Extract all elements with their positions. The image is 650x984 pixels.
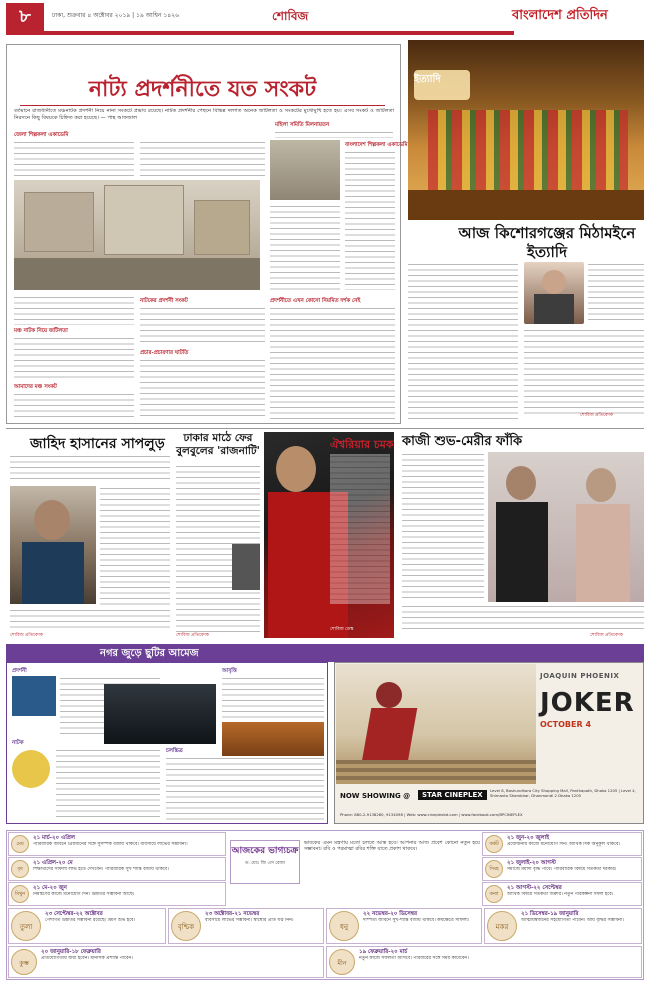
- lead-sub-2: মহিলা সমিতি মিলনায়তন: [275, 122, 330, 128]
- zodiac-item: [482, 882, 642, 906]
- ittyadi-col3: [524, 328, 644, 416]
- zodiac-text: প্রতিযোগিতায় জয়ী হবেন। মানসিক প্রশান্তি পাবেন।: [41, 956, 133, 961]
- ittyadi-byline: শোবিজ প্রতিবেদক: [580, 413, 613, 418]
- zodiac-sign-icon: বৃশ্চিক: [171, 911, 201, 941]
- zodiac-item: [168, 908, 324, 944]
- zodiac-item: [8, 908, 166, 944]
- kazi-col2: [402, 604, 644, 630]
- zodiac-range: ২১ ডিসেম্বর-১৯ জানুয়ারি: [521, 911, 579, 917]
- dhaka-headline: ঢাকার মাঠে ফের বুলবুলের 'রাজনাটি': [176, 432, 260, 457]
- lead-intro: বর্তমানে রাজধানীতে মঞ্চনাটক প্রদর্শনী নিয়ে নানা সংকটে প্রভাব রয়েছে। নাটক প্রদর্শনীর পেছনে বিভিন্ন দলগত অনেক জটিলতা ও সংকটের মুখোমুখি হতে হয়। এসব সংকট ও জটিলতা নিরসনে কিছু বিষয়কে চিহ্নিত করা হয়েছে। — পান্থ আফজাল: [14, 108, 394, 121]
- lead-sub-6: নাটকের প্রদর্শনী সংকট: [140, 298, 188, 304]
- joker-actor: JOAQUIN PHOENIX: [540, 672, 620, 680]
- jahid-caption: [10, 608, 170, 630]
- zodiac-sign-icon: কুম্ভ: [11, 949, 37, 975]
- lead-col4-text-a: [275, 130, 393, 138]
- zodiac-range: ২৩ সেপ্টেম্বর-২২ অক্টোবর: [45, 911, 103, 917]
- mid-top-rule: [6, 428, 644, 429]
- lead-col3-text-b: [270, 306, 395, 420]
- jahid-photo: [10, 486, 96, 604]
- zodiac-text: শিক্ষার্থীদের সাফল্য লাভ হতে দেখবেন। পারিবারিক সুখ শান্তি বজায় থাকবে।: [33, 867, 169, 872]
- zodiac-item: [326, 946, 642, 978]
- zodiac-range: ২১ এপ্রিল-২০ মে: [33, 860, 73, 866]
- zodiac-item: [482, 832, 642, 856]
- zodiac-sign-icon: তুলা: [11, 911, 41, 941]
- zodiac-range: ২১ জুন-২০ জুলাই: [507, 835, 550, 841]
- kazi-photo: [488, 452, 644, 602]
- zodiac-text: দাম্পত্য জীবনে সুখ-শান্তি বজায় থাকবে। কর্মক্ষেত্রে সাফল্য।: [363, 918, 470, 923]
- zodiac-sign-icon: কন্যা: [485, 885, 503, 903]
- zodiac-item: [8, 946, 324, 978]
- zodiac-range: ২১ মার্চ-২০ এপ্রিল: [33, 835, 75, 841]
- dhaka-photo: [232, 544, 260, 590]
- ittyadi-col2: [588, 262, 644, 324]
- lead-photo-2: [270, 140, 340, 200]
- event-label-3: আবৃত্তি: [222, 668, 237, 674]
- event-badge: [12, 750, 50, 788]
- event-label-4: চলচ্চিত্র: [166, 748, 183, 754]
- page-number: ৮: [6, 3, 44, 31]
- aishwarya-byline: শোবিজ ডেস্ক: [330, 627, 354, 632]
- zodiac-text: ব্যবসায়ে লাভের সম্ভাবনা। স্বাস্থ্যের প্রতি যত্ন নিন।: [205, 918, 294, 923]
- ittyadi-photo-overlay: ইত্যাদি: [414, 74, 441, 85]
- zodiac-range: ২১ মে-২০ জুন: [33, 885, 67, 891]
- zodiac-item: [482, 857, 642, 881]
- kazi-col1: [402, 452, 484, 602]
- jahid-byline: শোবিজ প্রতিবেদক: [10, 633, 43, 638]
- horoscope-author: ড. মোঃ জি এস রেজা: [245, 861, 285, 866]
- horoscope-title: আজকের ভাগ্যচক্র: [231, 846, 299, 856]
- zodiac-item: [8, 857, 226, 881]
- event-photo-2: [104, 684, 216, 744]
- joker-address: Level 8, Bashundhara City Shopping Mall, Panthapath, Dhaka 1205 | Level 4, Shimanto Shambhar, Dhanmondi 2 Dhaka 1205: [490, 788, 636, 798]
- aishwarya-col: [330, 454, 390, 604]
- events-title: নগর জুড়ে ছুটির আমেজ: [100, 648, 199, 659]
- zodiac-range: ২৩ অক্টোবর-২১ নভেম্বর: [205, 911, 260, 917]
- event-label-2: নাটক: [12, 740, 24, 746]
- kazi-headline: কাজী শুভ-মেরীর ফাঁকি: [402, 434, 523, 449]
- zodiac-text: আর্থিক বিষয়ে সতর্কতা জরুরি। নতুন পরিকল্পনা সফল হবে।: [507, 892, 614, 897]
- horoscope-title-box: [230, 840, 300, 884]
- zodiac-text: নতুন কাজে সফলতা আসবে। পরিবারের সঙ্গে সময় কাটাবেন।: [359, 956, 469, 961]
- zodiac-text: পারিবারিক জীবনে প্রিয়জনের সঙ্গে সুসম্পর্ক বজায় থাকবে। ব্যবসায়ে লাভের সম্ভাবনা।: [33, 842, 188, 847]
- zodiac-sign-icon: কর্কট: [485, 835, 503, 853]
- zodiac-text: পেশাগত উন্নতির সম্ভাবনা রয়েছে। ভ্রমণ শুভ হবে।: [45, 918, 136, 923]
- lead-col1-text-d: [14, 392, 134, 420]
- cinema-logo: STAR CINEPLEX: [418, 790, 487, 800]
- zodiac-sign-icon: মীন: [329, 949, 355, 975]
- lead-col2-text: [140, 140, 265, 176]
- zodiac-sign-icon: মেষ: [11, 835, 29, 853]
- lead-headline: নাট্য প্রদর্শনীতে যত সংকট: [88, 77, 317, 102]
- lead-col1-text: [14, 140, 134, 176]
- event-text-3: [222, 676, 324, 720]
- jahid-col: [100, 486, 170, 606]
- zodiac-text: সমাজে মর্যাদা বৃদ্ধি পাবে। পারিবারিক বিষয়ে সতর্কতা দরকার।: [507, 867, 617, 872]
- lead-col4-text: [345, 150, 395, 290]
- dhaka-byline: শোবিজ প্রতিবেদক: [176, 633, 209, 638]
- zodiac-text: আত্মীয়স্বজনের সহযোগিতা পাবেন। আয় বৃদ্ধির সম্ভাবনা।: [521, 918, 624, 923]
- masthead-text: বাংলাদেশ প্রতিদিন: [512, 8, 608, 23]
- zodiac-range: ২০ জানুয়ারি-১৮ ফেব্রুয়ারি: [41, 949, 101, 955]
- aishwarya-headline: ঐশ্বরিয়ার চমক: [330, 438, 394, 451]
- zodiac-range: ২১ জুলাই-২০ আগস্ট: [507, 860, 556, 866]
- jahid-headline: জাহিদ হাসানের সাপলুড়: [30, 436, 165, 452]
- lead-sub-5: আমাদের মঞ্চ সংকট: [14, 384, 57, 390]
- lead-col2-text-c: [140, 358, 265, 420]
- lead-rule: [20, 105, 385, 106]
- joker-ad-photo: [336, 664, 536, 784]
- lead-photo-building: [14, 180, 260, 290]
- zodiac-sign-icon: মিথুন: [11, 885, 29, 903]
- event-photo-1: [12, 676, 56, 716]
- lead-sub-1: জেলা শিল্পকলা একাডেমি: [14, 132, 69, 138]
- zodiac-item: [8, 832, 226, 856]
- zodiac-sign-icon: সিংহ: [485, 860, 503, 878]
- lead-col1-text-b: [14, 295, 134, 325]
- joker-release: OCTOBER 4: [540, 720, 592, 729]
- date-line: ঢাকা, শুক্রবার ৪ অক্টোবর ২০১৯ | ১৯ আশ্বিন ১৪২৬: [52, 12, 180, 19]
- zodiac-range: ২১ আগস্ট-২২ সেপ্টেম্বর: [507, 885, 562, 891]
- zodiac-text: প্রয়োজনীয় কাজে মনোযোগ দিন। আর্থিক দিক অনুকূল থাকবে।: [507, 842, 621, 847]
- lead-col3-text: [270, 204, 340, 290]
- lead-sub-3: বাংলাদেশ শিল্পকলা একাডেমি: [345, 142, 408, 148]
- section-title: শোবিজ: [272, 9, 309, 23]
- event-label-1: প্রদর্শনী: [12, 668, 27, 674]
- horoscope-intro: ভাবকের এমন মন্ত্রণায় মতো চলতে আস্ত হবে। আপনার আজ প্রবেশ কোনো নতুন হয়ে সম্ভাবনা। রবি ও পরমাত্মা রবির শক্তি যাতে প্রকাশ থাকবে।: [304, 840, 480, 853]
- zodiac-range: ১৯ ফেব্রুয়ারি-২০ মার্চ: [359, 949, 408, 955]
- kazi-byline: শোবিজ প্রতিবেদক: [590, 633, 623, 638]
- ittyadi-col1: [408, 262, 518, 420]
- ittyadi-host-photo: [524, 262, 584, 324]
- jahid-intro: [10, 454, 170, 482]
- zodiac-item: [8, 882, 226, 906]
- event-text-2: [56, 748, 160, 820]
- lead-col1-text-c: [14, 336, 134, 380]
- zodiac-range: ২২ নভেম্বর-২০ ডিসেম্বর: [363, 911, 418, 917]
- lead-sub-7: প্রচার-প্রচারণার ঘাটতি: [140, 350, 189, 356]
- event-text-4: [166, 756, 324, 820]
- joker-now-showing: NOW SHOWING @: [340, 792, 411, 800]
- lead-col2-text-b: [140, 306, 265, 346]
- joker-title: JOKER: [540, 688, 635, 718]
- joker-contact: Phone: 880-2-9138260, 9134098 | Web: www.cineplexbd.com | www.facebook.com/BPCINEPLEX: [340, 812, 523, 817]
- zodiac-sign-icon: ধনু: [329, 911, 359, 941]
- zodiac-item: [484, 908, 642, 944]
- ittyadi-photo: [408, 40, 644, 220]
- ittyadi-headline: আজ কিশোরগঞ্জের মিঠামইনে ইত্যাদি: [458, 224, 636, 261]
- zodiac-sign-icon: বৃষ: [11, 860, 29, 878]
- masthead-logo: [512, 6, 642, 32]
- zodiac-sign-icon: মকর: [487, 911, 517, 941]
- header-rule: [6, 31, 514, 35]
- lead-sub-8: প্রদর্শনীতে এখন কোনো নিয়মিত দর্শক নেই: [270, 298, 361, 304]
- zodiac-text: নিমন্ত্রণের কাজে মনোযোগ দিন। উন্নতির সম্ভাবনা আছে।: [33, 892, 135, 897]
- zodiac-item: [326, 908, 482, 944]
- lead-sub-4: মঞ্চ নাটক নিয়ে জটিলতা: [14, 328, 68, 334]
